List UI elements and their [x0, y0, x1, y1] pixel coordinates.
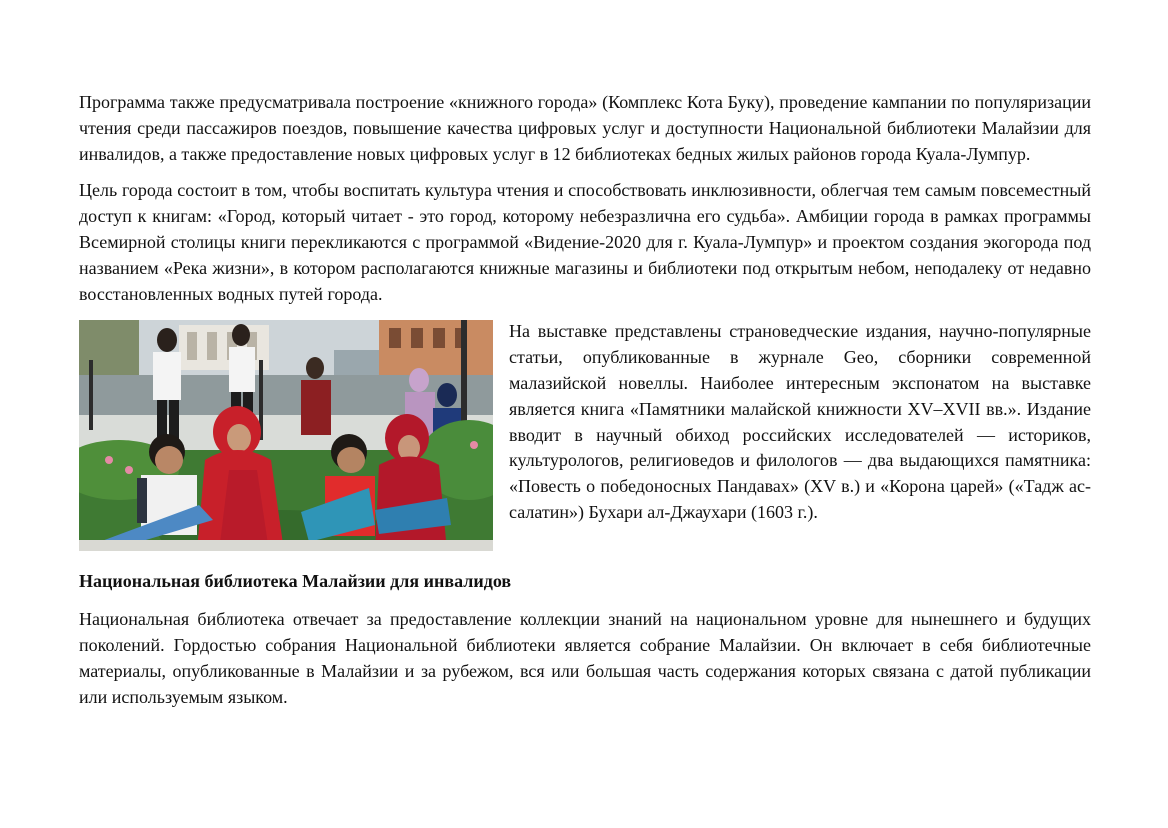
section-heading: Национальная библиотека Малайзии для инвалидов	[79, 571, 512, 592]
paragraph-city-goal: Цель города состоит в том, чтобы воспитать культура чтения и способствовать инклюзивности, облегчая тем самым повсеместный доступ к книгам: «Город, который читает - это город, которому небезразлична его судьба». Амбиции города в рамках программы Всемирной столицы книги перекликаются с программой «Видение-2020 для г. Куала-Лумпур» и проектом создания экогорода под названием «Река жизни», в котором располагаются книжные магазины и библиотеки под открытым небом, неподалеку от недавно восстановленных водных путей города.	[79, 180, 1091, 304]
photo-children-reading	[79, 320, 493, 551]
document-page	[79, 90, 1091, 710]
paragraph-book-city: Программа также предусматривала построение «книжного города» (Комплекс Кота Буку), проведение кампании по популяризации чтения среди пассажиров поездов, повышение качества цифровых услуг и доступности Национальной библиотеки Малайзии для инвалидов, а также предоставление новых цифровых услуг в 12 библиотеках бедных жилых районов города Куала-Лумпур.	[79, 92, 1091, 164]
paragraph-exhibition: На выставке представлены страноведческие издания, научно-популярные статьи, опубликованные в журнале Geo, сборники современной малазийской новеллы. Наиболее интересным экспонатом на выставке является книга «Памятники малайской книжности XV–XVII вв.». Издание вводит в научный обиход российских исследователей — историков, культурологов, религиоведов и филологов — два выдающихся памятника: «Повесть о победоносных Пандавах» (XV в.) и «Корона царей» («Тадж ас-салатин») Бухари ал-Джаухари (1603 г.).	[509, 321, 1091, 522]
figure-with-text	[79, 320, 1091, 551]
paragraph-national-library: Национальная библиотека отвечает за предоставление коллекции знаний на национальном уровне для нынешнего и будущих поколений. Гордостью собрания Национальной библиотеки является собрание Малайзии. Он включает в себя библиотечные материалы, опубликованные в Малайзии и за рубежом, вся или большая часть содержания которых связана с датой публикации или используемым языком.	[79, 609, 1091, 707]
photo-illustration	[79, 320, 493, 551]
